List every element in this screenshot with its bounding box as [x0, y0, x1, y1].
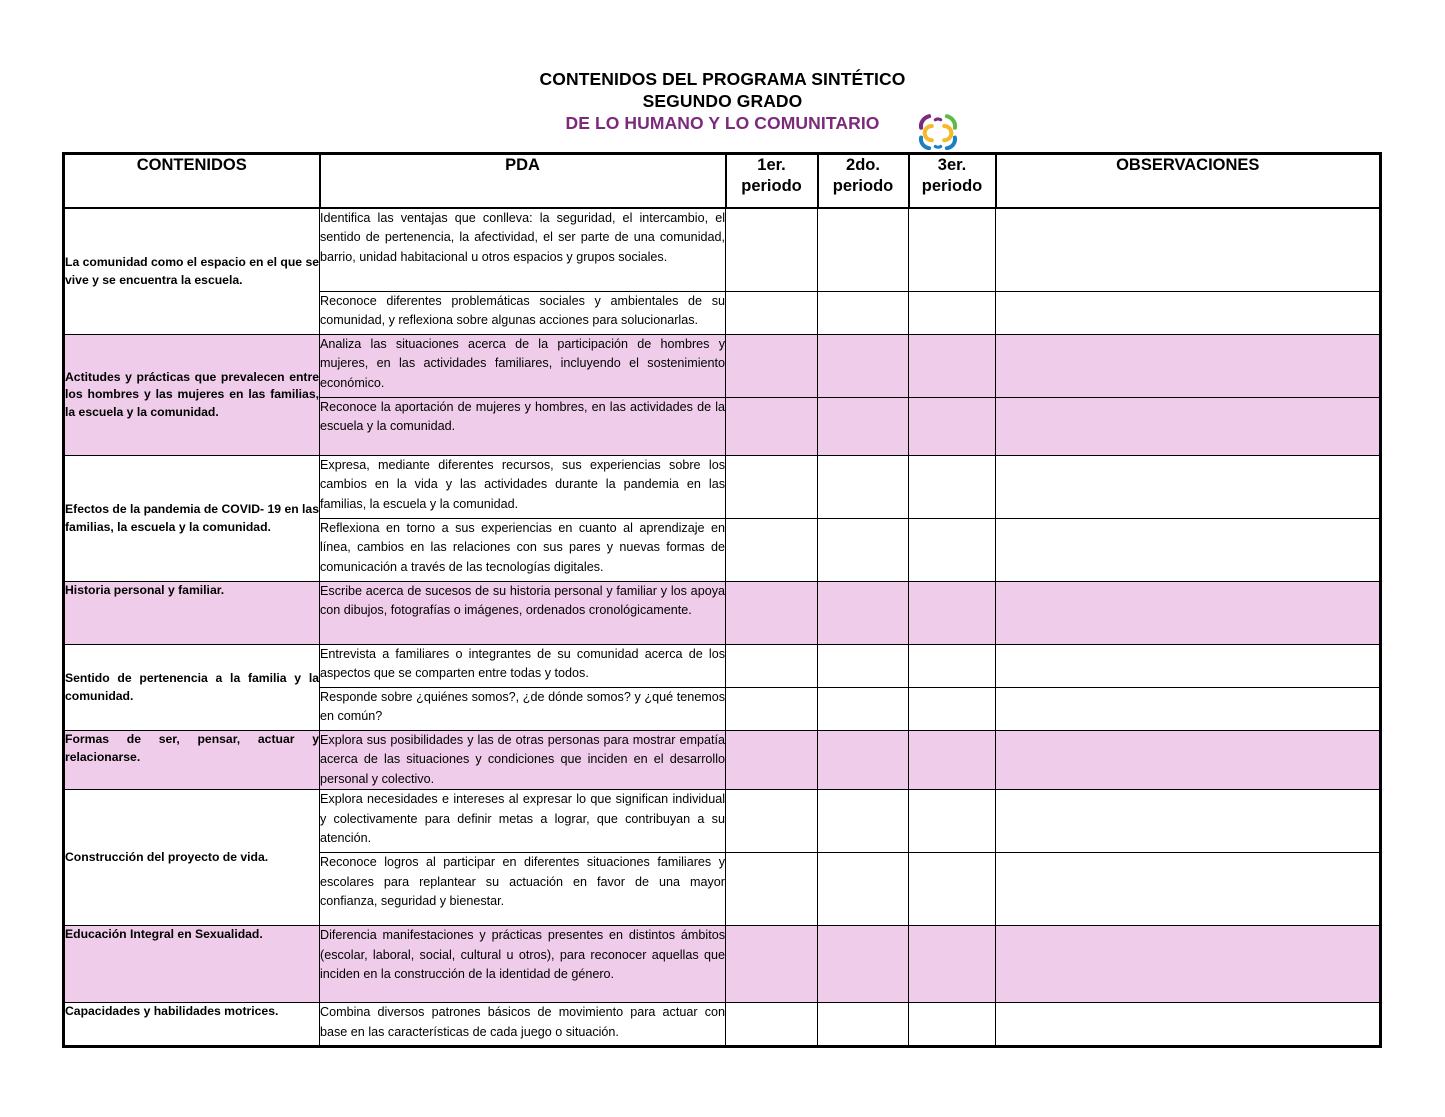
table-row [64, 456, 1381, 519]
contenido-cell: Formas de ser, pensar, actuar y relacionarse. [64, 731, 320, 790]
periodo-2-cell[interactable] [818, 292, 909, 335]
observaciones-cell[interactable] [996, 853, 1381, 926]
periodo-1-cell[interactable] [726, 688, 818, 731]
periodo-3-cell[interactable] [909, 208, 996, 292]
column-header-contenidos: CONTENIDOS [64, 154, 320, 209]
periodo-1-cell[interactable] [726, 731, 818, 790]
contenido-cell: Educación Integral en Sexualidad. [64, 926, 320, 1003]
periodo-3-cell[interactable] [909, 519, 996, 582]
document-title-line-1: CONTENIDOS DEL PROGRAMA SINTÉTICO [539, 69, 906, 89]
periodo-1-cell[interactable] [726, 926, 818, 1003]
contenido-cell: Capacidades y habilidades motrices. [64, 1003, 320, 1047]
contenido-cell: Historia personal y familiar. [64, 582, 320, 645]
pda-cell: Diferencia manifestaciones y prácticas presentes en distintos ámbitos (escolar, laboral, social, cultural u otros), para reconocer aquellas que inciden en la construcción de la identidad de género. [320, 926, 726, 1003]
periodo-1-cell[interactable] [726, 398, 818, 456]
table-row [64, 790, 1381, 853]
column-header-periodo-3-line1: 3er. [937, 156, 967, 174]
observaciones-cell[interactable] [996, 519, 1381, 582]
pda-cell: Identifica las ventajas que conlleva: la seguridad, el intercambio, el sentido de pertenencia, la afectividad, el ser parte de una comunidad, barrio, unidad habitacional u otros espacios y grupos sociales. [320, 208, 726, 292]
pda-cell: Entrevista a familiares o integrantes de su comunidad acerca de los aspectos que se comparten entre todas y todos. [320, 645, 726, 688]
periodo-1-cell[interactable] [726, 853, 818, 926]
column-header-periodo-2-line2: periodo [832, 177, 894, 195]
observaciones-cell[interactable] [996, 688, 1381, 731]
pda-cell: Expresa, mediante diferentes recursos, sus experiencias sobre los cambios en la vida y las actividades durante la pandemia en las familias, la escuela y la comunidad. [320, 456, 726, 519]
observaciones-cell[interactable] [996, 398, 1381, 456]
pda-cell: Explora sus posibilidades y las de otras personas para mostrar empatía acerca de las situaciones y condiciones que inciden en el desarrollo personal y colectivo. [320, 731, 726, 790]
pda-cell: Escribe acerca de sucesos de su historia personal y familiar y los apoya con dibujos, fotografías o imágenes, ordenados cronológicamente. [320, 582, 726, 645]
periodo-2-cell[interactable] [818, 208, 909, 292]
pda-cell: Reconoce diferentes problemáticas sociales y ambientales de su comunidad, y reflexiona sobre algunas acciones para solucionarlas. [320, 292, 726, 335]
periodo-2-cell[interactable] [818, 1003, 909, 1047]
pda-cell: Reconoce la aportación de mujeres y hombres, en las actividades de la escuela y la comunidad. [320, 398, 726, 456]
table-row [64, 1003, 1381, 1047]
contenido-cell: La comunidad como el espacio en el que se vive y se encuentra la escuela. [64, 208, 320, 335]
observaciones-cell[interactable] [996, 926, 1381, 1003]
pda-cell: Analiza las situaciones acerca de la participación de hombres y mujeres, en las actividades familiares, incluyendo el sostenimiento económico. [320, 335, 726, 398]
periodo-1-cell[interactable] [726, 519, 818, 582]
column-header-periodo-1 [726, 154, 818, 209]
observaciones-cell[interactable] [996, 335, 1381, 398]
observaciones-cell[interactable] [996, 208, 1381, 292]
contenido-cell: Construcción del proyecto de vida. [64, 790, 320, 926]
periodo-1-cell[interactable] [726, 582, 818, 645]
table-row [64, 208, 1381, 292]
periodo-1-cell[interactable] [726, 292, 818, 335]
table-header-row [64, 154, 1381, 209]
document-title-line-3: DE LO HUMANO Y LO COMUNITARIO [565, 113, 880, 133]
periodo-3-cell[interactable] [909, 926, 996, 1003]
periodo-2-cell[interactable] [818, 790, 909, 853]
periodo-1-cell[interactable] [726, 335, 818, 398]
periodo-1-cell[interactable] [726, 790, 818, 853]
table-row [64, 645, 1381, 688]
pda-cell: Responde sobre ¿quiénes somos?, ¿de dónde somos? y ¿qué tenemos en común? [320, 688, 726, 731]
contenidos-table-wrapper [62, 152, 1379, 1048]
observaciones-cell[interactable] [996, 456, 1381, 519]
periodo-3-cell[interactable] [909, 1003, 996, 1047]
observaciones-cell[interactable] [996, 645, 1381, 688]
table-body [64, 208, 1381, 1047]
column-header-periodo-2 [818, 154, 909, 209]
periodo-2-cell[interactable] [818, 688, 909, 731]
periodo-3-cell[interactable] [909, 790, 996, 853]
periodo-2-cell[interactable] [818, 926, 909, 1003]
periodo-2-cell[interactable] [818, 335, 909, 398]
column-header-periodo-3-line2: periodo [921, 177, 983, 195]
periodo-3-cell[interactable] [909, 335, 996, 398]
periodo-3-cell[interactable] [909, 731, 996, 790]
periodo-1-cell[interactable] [726, 1003, 818, 1047]
table-row [64, 335, 1381, 398]
table-header [64, 154, 1381, 209]
contenido-cell: Actitudes y prácticas que prevalecen entre los hombres y las mujeres en las familias, la escuela y la comunidad. [64, 335, 320, 456]
periodo-3-cell[interactable] [909, 853, 996, 926]
periodo-1-cell[interactable] [726, 456, 818, 519]
table-row [64, 582, 1381, 645]
periodo-2-cell[interactable] [818, 731, 909, 790]
column-header-periodo-1-line2: periodo [741, 177, 802, 195]
periodo-2-cell[interactable] [818, 582, 909, 645]
periodo-2-cell[interactable] [818, 519, 909, 582]
document-header [0, 0, 1445, 134]
column-header-pda: PDA [320, 154, 726, 209]
column-header-periodo-2-line1: 2do. [846, 156, 880, 174]
column-header-observaciones: OBSERVACIONES [996, 154, 1381, 209]
observaciones-cell[interactable] [996, 292, 1381, 335]
periodo-3-cell[interactable] [909, 292, 996, 335]
pda-cell: Reconoce logros al participar en diferentes situaciones familiares y escolares para replantear su actuación en favor de una mayor confianza, seguridad y bienestar. [320, 853, 726, 926]
periodo-2-cell[interactable] [818, 398, 909, 456]
pda-cell: Combina diversos patrones básicos de movimiento para actuar con base en las características de cada juego o situación. [320, 1003, 726, 1047]
document-title-line-2: SEGUNDO GRADO [642, 91, 803, 111]
contenido-cell: Sentido de pertenencia a la familia y la comunidad. [64, 645, 320, 731]
periodo-3-cell[interactable] [909, 582, 996, 645]
periodo-2-cell[interactable] [818, 645, 909, 688]
observaciones-cell[interactable] [996, 731, 1381, 790]
observaciones-cell[interactable] [996, 790, 1381, 853]
periodo-2-cell[interactable] [818, 456, 909, 519]
contenidos-table [62, 152, 1382, 1048]
periodo-3-cell[interactable] [909, 398, 996, 456]
column-header-periodo-1-line1: 1er. [757, 156, 786, 174]
observaciones-cell[interactable] [996, 1003, 1381, 1047]
pda-cell: Reflexiona en torno a sus experiencias en cuanto al aprendizaje en línea, cambios en las relaciones con sus pares y nuevas formas de comunicación a través de las tecnologías digitales. [320, 519, 726, 582]
periodo-1-cell[interactable] [726, 645, 818, 688]
periodo-3-cell[interactable] [909, 645, 996, 688]
observaciones-cell[interactable] [996, 582, 1381, 645]
pda-cell: Explora necesidades e intereses al expresar lo que significan individual y colectivamente para definir metas a lograr, que contribuyan a su atención. [320, 790, 726, 853]
periodo-2-cell[interactable] [818, 853, 909, 926]
nueva-escuela-mexicana-logo [915, 110, 961, 150]
table-row [64, 731, 1381, 790]
table-row [64, 926, 1381, 1003]
column-header-periodo-3 [909, 154, 996, 209]
periodo-3-cell[interactable] [909, 456, 996, 519]
periodo-1-cell[interactable] [726, 208, 818, 292]
contenido-cell: Efectos de la pandemia de COVID- 19 en las familias, la escuela y la comunidad. [64, 456, 320, 582]
periodo-3-cell[interactable] [909, 688, 996, 731]
